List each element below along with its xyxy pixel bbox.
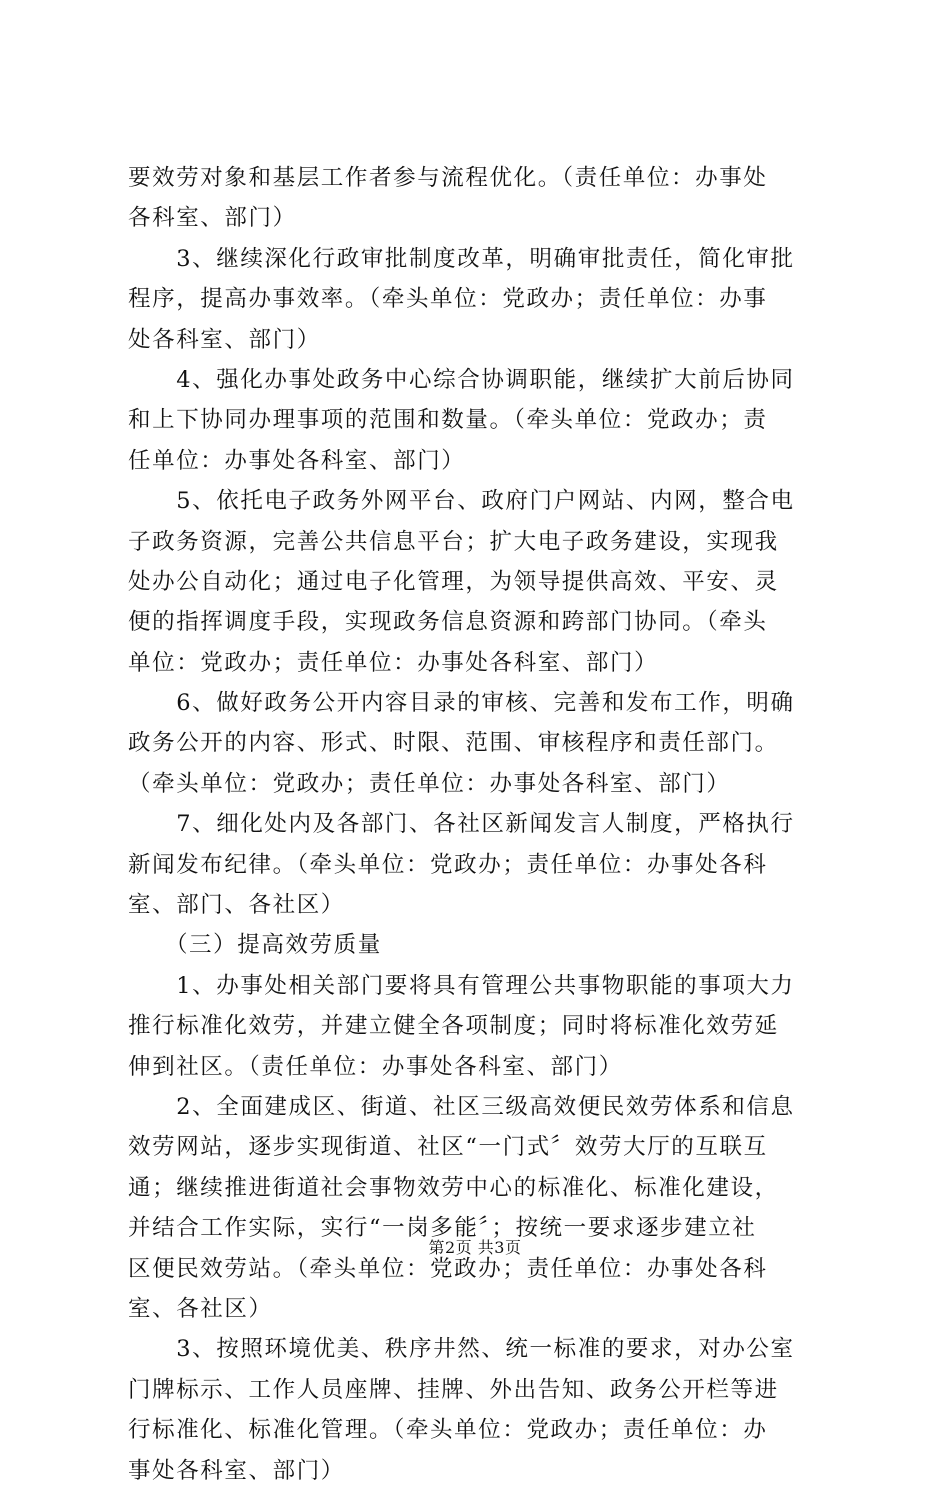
text-line: 程序，提高办事效率。（牵头单位：党政办；责任单位：办事: [128, 286, 768, 313]
text-line: 任单位：办事处各科室、部门）: [128, 447, 466, 474]
text-line: 各科室、部门）: [128, 205, 297, 232]
text-line: 7、细化处内及各部门、各社区新闻发言人制度，严格执行: [128, 811, 795, 838]
text-line: 门牌标示、工作人员座牌、挂牌、外出告知、政务公开栏等进: [128, 1376, 779, 1403]
text-line: 推行标准化效劳，并建立健全各项制度；同时将标准化效劳延: [128, 1013, 779, 1040]
text-line: 区便民效劳站。（牵头单位：党政办；责任单位：办事处各科: [128, 1255, 768, 1282]
text-line: 室、各社区）: [128, 1295, 273, 1322]
text-line: 通；继续推进街道社会事物效劳中心的标准化、标准化建设，: [128, 1174, 779, 1201]
text-line: 和上下协同办理事项的范围和数量。（牵头单位：党政办；责: [128, 407, 768, 434]
text-line: 室、部门、各社区）: [128, 892, 345, 919]
document-body: [128, 158, 832, 1491]
text-line: 1、办事处相关部门要将具有管理公共事物职能的事项大力: [128, 972, 795, 999]
text-line: 效劳网站，逐步实现街道、社区“一门式〞效劳大厅的互联互: [128, 1134, 768, 1161]
text-line: 3、继续深化行政审批制度改革，明确审批责任，简化审批: [128, 245, 795, 272]
text-line: 便的指挥调度手段，实现政务信息资源和跨部门协同。（牵头: [128, 609, 768, 636]
text-line: 处各科室、部门）: [128, 326, 321, 353]
text-line: （三）提高效劳质量: [128, 932, 382, 959]
text-line: 3、按照环境优美、秩序井然、统一标准的要求，对办公室: [128, 1336, 795, 1363]
text-line: 事处各科室、部门）: [128, 1457, 345, 1484]
text-line: 并结合工作实际，实行“一岗多能〞；按统一要求逐步建立社: [128, 1215, 757, 1242]
text-line: 伸到社区。（责任单位：办事处各科室、部门）: [128, 1053, 623, 1080]
text-line: 新闻发布纪律。（牵头单位：党政办；责任单位：办事处各科: [128, 851, 768, 878]
text-line: 要效劳对象和基层工作者参与流程优化。（责任单位：办事处: [128, 165, 768, 191]
text-line: 4、强化办事处政务中心综合协调职能，继续扩大前后协同: [128, 366, 795, 393]
text-line: 单位：党政办；责任单位：办事处各科室、部门）: [128, 649, 659, 676]
text-line: 子政务资源，完善公共信息平台；扩大电子政务建设，实现我: [128, 528, 779, 555]
text-line: 处办公自动化；通过电子化管理，为领导提供高效、平安、灵: [128, 568, 779, 595]
text-line: （牵头单位：党政办；责任单位：办事处各科室、部门）: [128, 770, 731, 797]
text-line: 行标准化、标准化管理。（牵头单位：党政办；责任单位：办: [128, 1417, 768, 1444]
page-footer: 第2页 共3页: [428, 1238, 522, 1257]
text-line: 6、做好政务公开内容目录的审核、完善和发布工作，明确: [128, 690, 795, 717]
text-line: 5、依托电子政务外网平台、政府门户网站、内网，整合电: [128, 488, 795, 515]
text-line: 政务公开的内容、形式、时限、范围、审核程序和责任部门。: [128, 730, 779, 757]
text-line: 2、全面建成区、街道、社区三级高效便民效劳体系和信息: [128, 1093, 795, 1120]
